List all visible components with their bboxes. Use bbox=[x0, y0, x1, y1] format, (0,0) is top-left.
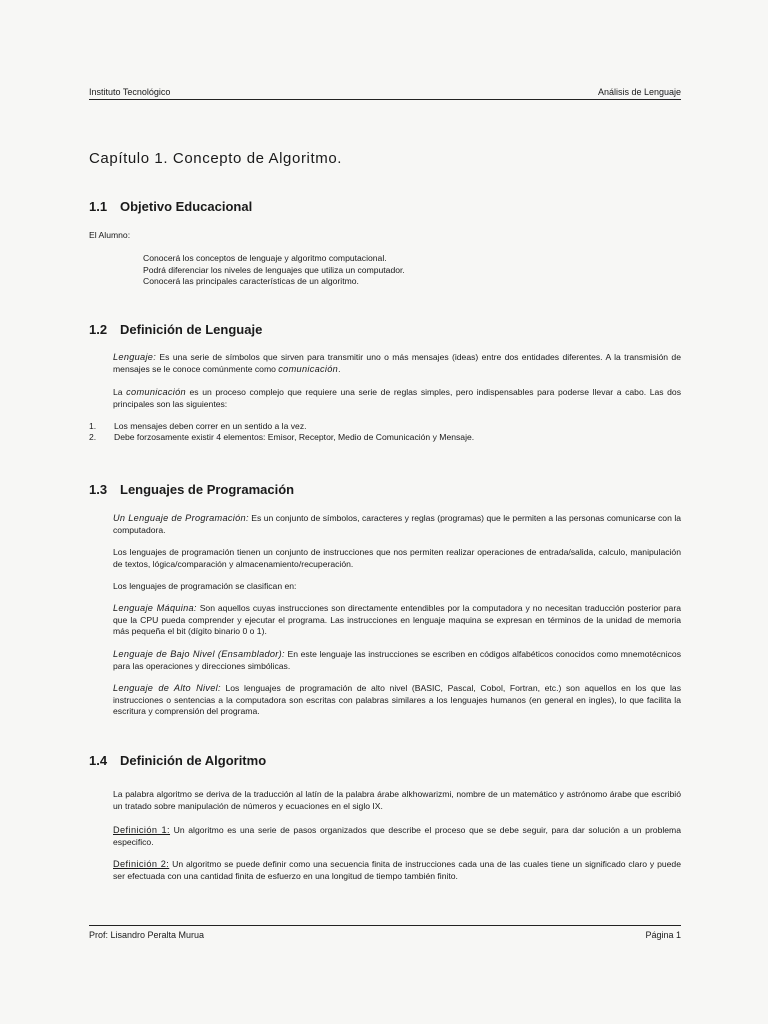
section-title: Lenguajes de Programación bbox=[120, 482, 295, 497]
section-number: 1.4 bbox=[89, 753, 108, 768]
section-heading-1-4 bbox=[89, 753, 266, 768]
item-number: 1. bbox=[89, 421, 97, 431]
section-title: Definición de Algoritmo bbox=[120, 753, 267, 768]
term-definicion-1: Definición 1: bbox=[113, 825, 171, 835]
term-alto-nivel: Lenguaje de Alto Nivel: bbox=[113, 683, 221, 693]
paragraph-text: Los lenguajes de programación de alto nivel (BASIC, Pascal, Cobol, Fortran, etc.) son aquellos en los que las instrucciones o sentencias a la computadora son escritas con palabras similares a los lenguajes humanos (en general en ingles), lo que facilita la escritura y comprensión del programa. bbox=[113, 683, 681, 716]
term-comunicacion: comunicación bbox=[126, 387, 186, 397]
item-text: Los mensajes deben correr en un sentido a la vez. bbox=[114, 421, 307, 431]
paragraph-text: En este lenguaje las instrucciones se escriben en códigos alfabéticos conocidos como mnemotécnicos para las operaciones y direcciones simbólicas. bbox=[113, 649, 681, 671]
paragraph-text: Un algoritmo se puede definir como una secuencia finita de instrucciones cada una de las cuales tiene un significado claro y puede ser efectuada con una cantidad finita de esfuerzo en una longitud de tiempo también finito. bbox=[113, 859, 681, 881]
paragraph-alto-nivel bbox=[113, 683, 681, 718]
section-heading-1-1 bbox=[89, 199, 252, 214]
item-number: 2. bbox=[89, 432, 97, 442]
objective-item: Podrá diferenciar los niveles de lenguajes que utiliza un computador. bbox=[143, 264, 405, 275]
paragraph-definicion-1 bbox=[113, 825, 681, 848]
term-bajo-nivel: Lenguaje de Bajo Nivel (Ensamblador): bbox=[113, 649, 285, 659]
paragraph-lenguaje bbox=[113, 352, 681, 375]
term-lenguaje-programacion: Un Lenguaje de Programación: bbox=[113, 513, 249, 523]
header-institution: Instituto Tecnológico bbox=[89, 87, 171, 97]
paragraph-definicion-2 bbox=[113, 859, 681, 882]
section-title: Objetivo Educacional bbox=[120, 199, 253, 214]
section-heading-1-3 bbox=[89, 482, 294, 497]
objective-item: Conocerá los conceptos de lenguaje y algoritmo computacional. bbox=[143, 253, 387, 263]
paragraph-comunicacion bbox=[113, 387, 681, 410]
section-heading-1-2 bbox=[89, 322, 262, 337]
paragraph-text: Es una serie de símbolos que sirven para transmitir uno o más mensajes (ideas) entre dos entidades diferentes. A la transmisión de mensajes se le conoce comúnmente como bbox=[113, 352, 681, 374]
paragraph-instrucciones: Los lenguajes de programación tienen un conjunto de instrucciones que nos permiten realizar operaciones de entrada/salida, calculo, manipulación de textos, lógica/comparación y almacenamiento/recuperación. bbox=[113, 547, 681, 569]
paragraph-text: Un algoritmo es una serie de pasos organizados que describe el proceso que se debe seguir, para dar solución a un problema especifico. bbox=[113, 825, 681, 847]
paragraph-text: es un proceso complejo que requiere una serie de reglas simples, pero indispensables para poderse llevar a cabo. Las dos principales son las siguientes: bbox=[113, 387, 681, 409]
footer-page-number: Página 1 bbox=[645, 930, 681, 940]
section-number: 1.3 bbox=[89, 482, 108, 497]
objectives-intro: El Alumno: bbox=[89, 230, 131, 240]
term-definicion-2: Definición 2: bbox=[113, 859, 170, 869]
objective-item: Conocerá las principales características de un algoritmo. bbox=[143, 276, 359, 286]
section-title: Definición de Lenguaje bbox=[120, 322, 263, 337]
term-lenguaje: Lenguaje: bbox=[113, 352, 157, 362]
paragraph-clasificacion: Los lenguajes de programación se clasifican en: bbox=[113, 581, 297, 591]
numbered-item bbox=[89, 421, 307, 433]
paragraph-bajo-nivel bbox=[113, 649, 681, 672]
paragraph-text: Son aquellos cuyas instrucciones son directamente entendibles por la computadora y no necesitan traducción posterior para que la CPU pueda comprender y ejecutar el programa. Las instrucciones en lenguaje maquina se expresan en términos de la unidad de memoria más pequeña el bit (dígito binario 0 o 1). bbox=[113, 603, 681, 636]
item-text: Debe forzosamente existir 4 elementos: Emisor, Receptor, Medio de Comunicación y Mensaje. bbox=[114, 432, 475, 442]
paragraph-text: La bbox=[113, 387, 127, 397]
page-header bbox=[89, 87, 681, 100]
paragraph-text: Es un conjunto de símbolos, caracteres y reglas (programas) que le permiten a las personas comunicarse con la computadora. bbox=[113, 513, 682, 535]
header-course: Análisis de Lenguaje bbox=[597, 87, 681, 97]
numbered-item bbox=[89, 432, 474, 444]
paragraph-lenguaje-programacion bbox=[113, 513, 681, 536]
objectives-list bbox=[143, 253, 405, 288]
page-footer bbox=[89, 925, 681, 941]
section-number: 1.2 bbox=[89, 322, 108, 337]
term-comunicacion: comunicación bbox=[278, 363, 339, 374]
term-lenguaje-maquina: Lenguaje Máquina: bbox=[113, 603, 197, 613]
chapter-title: Capítulo 1. Concepto de Algoritmo. bbox=[89, 150, 343, 167]
footer-author: Prof: Lisandro Peralta Murua bbox=[89, 930, 205, 940]
paragraph-etimologia: La palabra algoritmo se deriva de la traducción al latín de la palabra árabe alkhowarizmi, nombre de un matemático y astrónomo árabe que escribió un tratado sobre manipulación de números y ecuaciones en el siglo IX. bbox=[113, 789, 681, 811]
paragraph-text: . bbox=[338, 363, 341, 374]
paragraph-lenguaje-maquina bbox=[113, 603, 681, 638]
section-number: 1.1 bbox=[89, 199, 108, 214]
